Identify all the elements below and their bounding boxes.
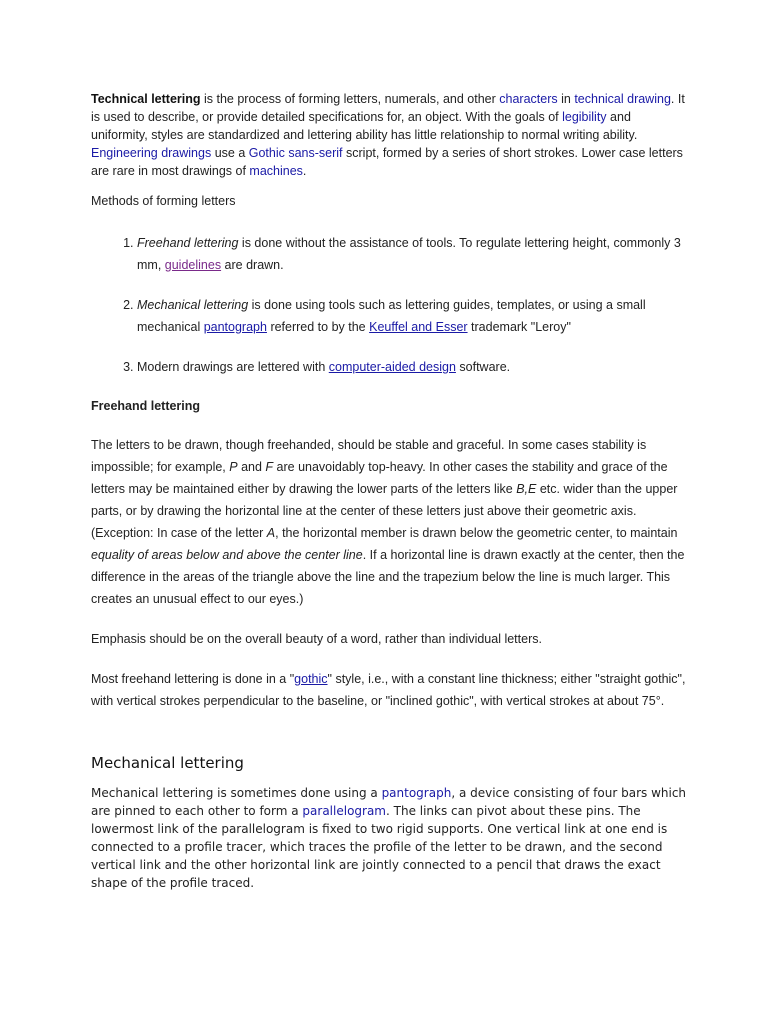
paragraph-text: etc. wider than the upper parts, or by drawing the horizontal line at the center of these letters just above their geometric axis. (Exception: In case of the letter [91, 482, 678, 540]
list-item [137, 356, 691, 378]
paragraph-text: and [237, 460, 266, 474]
paragraph-text: . The links can pivot about these pins. The lowermost link of the parallelogram is fixed to two rigid supports. One vertical link at one end is connected to a profile tracer, which traces the profile of the letter to be drawn, and the second vertical link and the other horizontal link are jointly connected to a pencil that draws the exact shape of the profile traced. [91, 804, 668, 890]
intro-text: in [557, 92, 575, 106]
link-gothic-sans-serif[interactable]: Gothic sans-serif [248, 146, 343, 160]
link-engineering-drawings[interactable]: Engineering drawings [91, 146, 212, 160]
mechanical-paragraph [91, 784, 691, 892]
list-item-text: referred to by the [266, 320, 370, 334]
link-pantograph-2[interactable]: pantograph [381, 786, 452, 800]
list-item-text: are drawn. [221, 258, 284, 272]
freehand-paragraph [91, 668, 691, 712]
paragraph-text: , a device consisting of four bars which are pinned to each other to form a [91, 786, 687, 818]
paragraph-em: A [266, 526, 276, 540]
paragraph-text: " style, i.e., with a constant line thickness; either "straight gothic", with vertical strokes perpendicular to the baseline, or "inclined gothic", with vertical strokes at about 75°. [91, 672, 686, 708]
intro-text: use a [211, 146, 249, 160]
intro-text: . It is used to describe, or provide detailed specifications for, an object. With the goals of [91, 92, 685, 124]
paragraph-text: Mechanical lettering is sometimes done using a [91, 786, 382, 800]
freehand-paragraph: Emphasis should be on the overall beauty of a word, rather than individual letters. [91, 632, 542, 646]
link-technical-drawing[interactable]: technical drawing [574, 92, 671, 106]
list-item-text: is done using tools such as lettering guides, templates, or using a small mechanical [137, 298, 646, 334]
link-computer-aided-design[interactable]: computer-aided design [328, 360, 456, 374]
document-body [91, 90, 691, 892]
paragraph-text: The letters to be drawn, though freehanded, should be stable and graceful. In some cases stability is impossible; for example, [91, 438, 647, 474]
methods-heading: Methods of forming letters [91, 194, 236, 208]
mechanical-heading: Mechanical lettering [91, 754, 244, 772]
link-parallelogram[interactable]: parallelogram [302, 804, 386, 818]
list-item-em: Mechanical lettering [137, 298, 249, 312]
paragraph-text: Most freehand lettering is done in a " [91, 672, 295, 686]
list-item [137, 294, 691, 338]
paragraph-em: equality of areas below and above the center line [91, 548, 363, 562]
list-item-text: Modern drawings are lettered with [137, 360, 329, 374]
intro-text: and uniformity, styles are standardized and lettering ability has little relationship to normal writing ability. [91, 110, 638, 142]
link-gothic[interactable]: gothic [294, 672, 328, 686]
intro-text: . [302, 164, 307, 178]
link-guidelines[interactable]: guidelines [164, 258, 222, 272]
freehand-heading: Freehand lettering [91, 399, 201, 413]
paragraph-em: B,E [516, 482, 537, 496]
intro-term: Technical lettering [91, 92, 201, 106]
link-keuffel-and-esser[interactable]: Keuffel and Esser [369, 320, 468, 334]
list-item-text: is done without the assistance of tools. To regulate lettering height, commonly 3 mm, [137, 236, 681, 272]
paragraph-text: are unavoidably top-heavy. In other cases the stability and grace of the letters may be maintained either by drawing the lower parts of the letters like [91, 460, 668, 496]
intro-text: is the process of forming letters, numerals, and other [200, 92, 500, 106]
intro-text: script, formed by a series of short strokes. Lower case letters are rare in most drawings of [91, 146, 683, 178]
methods-list [91, 232, 691, 378]
paragraph-em: P [229, 460, 238, 474]
paragraph-text: . If a horizontal line is drawn exactly at the center, then the difference in the areas of the triangle above the line and the trapezium below the line is much larger. This creates an unusual effect to our eyes.) [91, 548, 685, 606]
list-item-em: Freehand lettering [137, 236, 239, 250]
link-characters[interactable]: characters [499, 92, 558, 106]
link-legibility[interactable]: legibility [562, 110, 607, 124]
freehand-paragraph [91, 434, 691, 610]
list-item-text: software. [455, 360, 511, 374]
paragraph-text: , the horizontal member is drawn below the geometric center, to maintain [275, 526, 678, 540]
link-pantograph[interactable]: pantograph [203, 320, 267, 334]
list-item-text: trademark "Leroy" [467, 320, 571, 334]
link-machines[interactable]: machines [249, 164, 303, 178]
intro-paragraph [91, 90, 691, 180]
list-item [137, 232, 691, 276]
paragraph-em: F [265, 460, 274, 474]
